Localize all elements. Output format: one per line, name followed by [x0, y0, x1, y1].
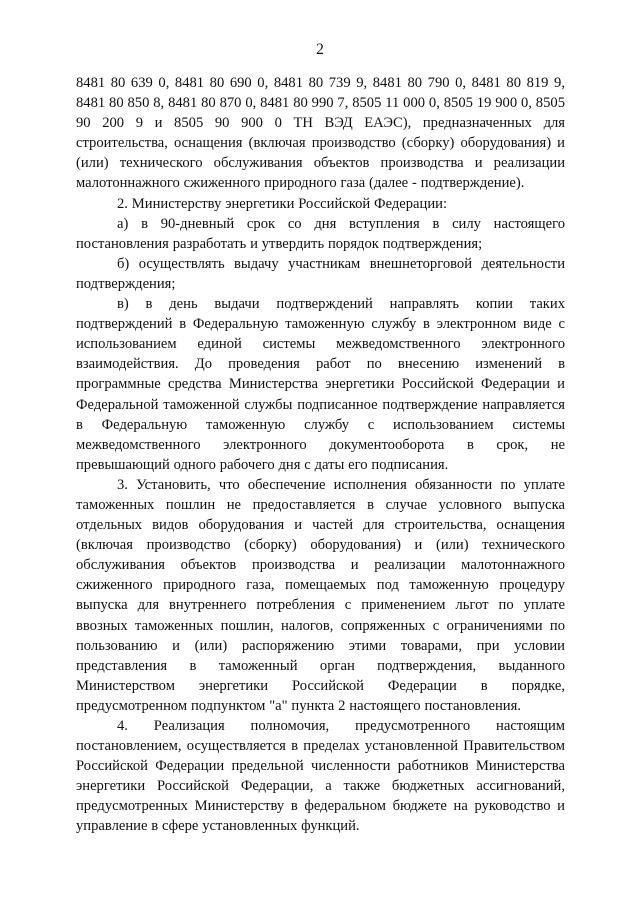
- paragraph-item-2b: б) осуществлять выдачу участникам внешнеторговой деятельности подтверждения;: [76, 255, 565, 292]
- page-number: 2: [316, 41, 324, 58]
- paragraph-item-2a: а) в 90-дневный срок со дня вступления в силу настоящего постановления разработать и утвердить порядок подтверждения;: [76, 215, 565, 252]
- document-body: [76, 73, 565, 837]
- paragraph-item-2: 2. Министерству энергетики Российской Федерации:: [117, 195, 448, 212]
- paragraph-item-3: 3. Установить, что обеспечение исполнения обязанности по уплате таможенных пошлин не предоставляется в случае условного выпуска отдельных видов оборудования и частей для строительства, оснащения (включая производство (сборку) оборудования) и (или) технического обслуживания объектов производства и реализации малотоннажного сжиженного природного газа, помещаемых под таможенную процедуру выпуска для внутреннего потребления с применением льгот по уплате ввозных таможенных пошлин, налогов, сопряженных с ограничениями по пользованию и (или) распоряжению этими товарами, при условии представления в таможенный орган подтверждения, выданного Министерством энергетики Российской Федерации в порядке, предусмотренном подпунктом "а" пункта 2 настоящего постановления.: [76, 476, 565, 714]
- paragraph-item-2c: в) в день выдачи подтверждений направлять копии таких подтверждений в Федеральную таможенную службу в электронном виде с использованием единой системы межведомственного электронного взаимодействия. До проведения работ по внесению изменений в программные средства Министерства энергетики Российской Федерации и Федеральной таможенной службы подписанное подтверждение направляется в Федеральную таможенную службу с использованием системы межведомственного электронного документооборота в срок, не превышающий одного рабочего дня с даты его подписания.: [76, 296, 565, 473]
- paragraph-code-list-continuation: 8481 80 639 0, 8481 80 690 0, 8481 80 739 9, 8481 80 790 0, 8481 80 819 9, 8481 80 850 8, 8481 80 870 0, 8481 80 990 7, 8505 11 000 0, 8505 19 900 0, 8505 90 200 9 и 8505 90 900 0 ТН ВЭД ЕАЭС), предназначенных для строительства, оснащения (включая производство (сборку) оборудования) и (или) технического обслуживания объектов производства и реализации малотоннажного сжиженного природного газа (далее - подтверждение).: [76, 75, 565, 192]
- paragraph-item-4: 4. Реализация полномочия, предусмотренного настоящим постановлением, осуществляется в пределах установленной Правительством Российской Федерации предельной численности работников Министерства энергетики Российской Федерации, а также бюджетных ассигнований, предусмотренных Министерству в федеральном бюджете на руководство и управление в сфере установленных функций.: [76, 718, 565, 835]
